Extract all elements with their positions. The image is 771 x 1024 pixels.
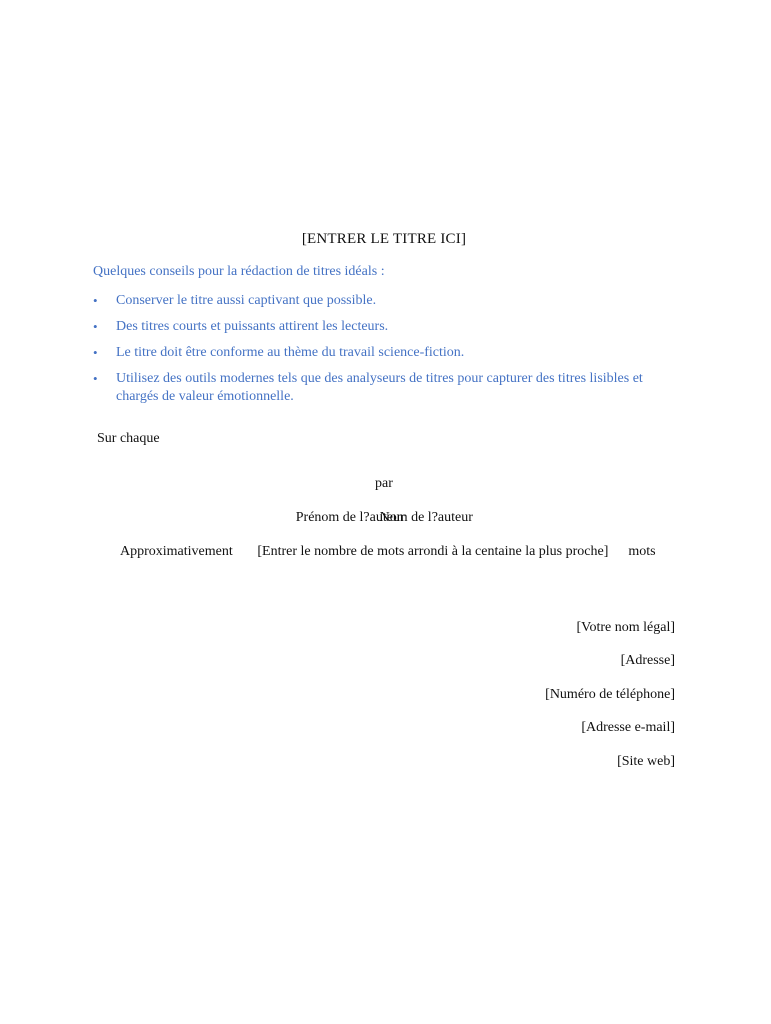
word-count-suffix: mots xyxy=(628,544,656,559)
author-last-name: Nom de l?auteur xyxy=(379,510,473,525)
tip-item xyxy=(93,318,653,336)
word-count-line xyxy=(0,544,771,560)
word-count-placeholder: [Entrer le nombre de mots arrondi à la centaine la plus proche] xyxy=(257,544,609,559)
tip-item xyxy=(93,344,653,362)
tip-text: Utilisez des outils modernes tels que des analyseurs de titres pour capturer des titres lisibles et chargés de valeur émotionnelle. xyxy=(116,371,643,404)
tip-text: Des titres courts et puissants attirent les lecteurs. xyxy=(116,319,389,334)
contact-website: [Site web] xyxy=(617,754,675,769)
tip-text: Le titre doit être conforme au thème du travail science-fiction. xyxy=(116,345,465,360)
contact-email: [Adresse e-mail] xyxy=(581,720,675,735)
author-line xyxy=(0,510,771,526)
author-first-name: Prénom de l?auteur xyxy=(295,510,405,525)
tips-list xyxy=(93,292,653,414)
contact-legal-name: [Votre nom légal] xyxy=(576,620,675,635)
bullet-icon: • xyxy=(93,293,98,308)
truncated-text-line: Sur chaque xyxy=(97,431,160,446)
by-label: par xyxy=(375,476,393,491)
contact-phone: [Numéro de téléphone] xyxy=(545,687,675,702)
bullet-icon: • xyxy=(93,319,98,334)
tip-item xyxy=(93,370,653,405)
word-count-prefix: Approximativement xyxy=(119,544,233,559)
document-title: [ENTRER LE TITRE ICI] xyxy=(301,231,467,247)
tips-heading: Quelques conseils pour la rédaction de titres idéals : xyxy=(93,264,385,279)
tip-item xyxy=(93,292,653,310)
tip-text: Conserver le titre aussi captivant que possible. xyxy=(116,293,377,308)
contact-address: [Adresse] xyxy=(620,653,675,668)
bullet-icon: • xyxy=(93,371,98,386)
bullet-icon: • xyxy=(93,345,98,360)
